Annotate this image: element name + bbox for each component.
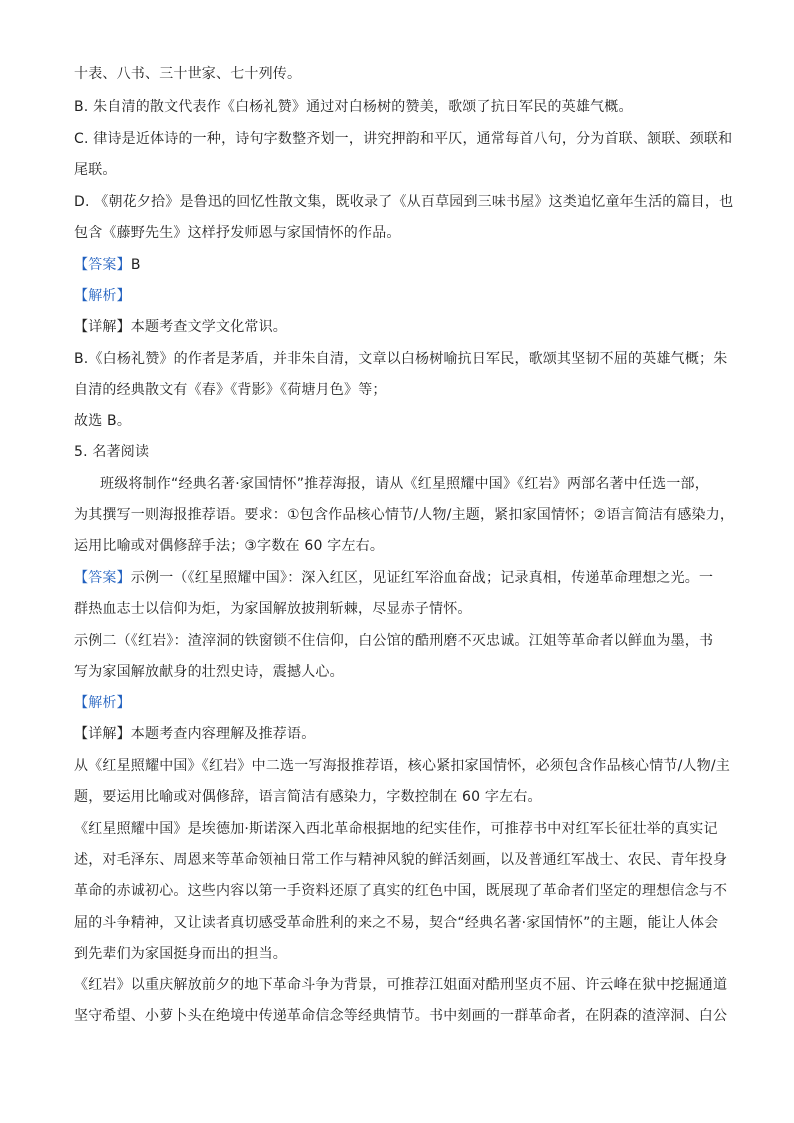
- option-c: C. 律诗是近体诗的一种，诗句字数整齐划一，讲究押韵和平仄，通常每首八句，分为首联、颔联、颈联和: [74, 131, 733, 147]
- text-line: 故选 B。: [74, 413, 132, 429]
- text-line: 《红星照耀中国》是埃德加·斯诺深入西北革命根据地的纪实佳作，可推荐书中对红军长征壮举的真实记: [74, 821, 718, 837]
- answer-example-one: 示例一（《红星照耀中国》：深入红区，见证红军浴血奋战；记录真相，传递革命理想之光。一: [130, 570, 714, 586]
- text-line: 尾联。: [74, 162, 117, 178]
- text-line: 群热血志士以信仰为炬，为家国解放披荆斩棘，尽显赤子情怀。: [74, 601, 472, 617]
- answer-tag: 【答案】: [74, 570, 131, 586]
- text-line: 题，要运用比喻或对偶修辞，语言简洁有感染力，字数控制在 60 字左右。: [74, 789, 542, 805]
- analysis-tag: 【解析】: [74, 695, 131, 711]
- analysis-line-q5: [74, 693, 734, 713]
- question-stem: 班级将制作“经典名著·家国情怀”推荐海报，请从《红星照耀中国》《红岩》两部名著中任选一部，: [100, 476, 709, 492]
- text-line: 到先辈们为家国挺身而出的担当。: [74, 946, 287, 962]
- text-line: 《红岩》以重庆解放前夕的地下革命斗争为背景，可推荐江姐面对酷刑坚贞不屈、许云峰在狱中挖掘通道: [74, 977, 728, 993]
- text-line: 十表、八书、三十世家、七十列传。: [74, 66, 302, 82]
- text-line: 屈的斗争精神，又让读者真切感受革命胜利的来之不易，契合“经典名著·家国情怀”的主题，能让人体会: [74, 915, 719, 931]
- text-line: 运用比喻或对偶修辞手法；③字数在 60 字左右。: [74, 538, 385, 554]
- text-line: 包含《藤野先生》这样抒发师恩与家国情怀的作品。: [74, 225, 401, 241]
- option-b: B. 朱自清的散文代表作《白杨礼赞》通过对白杨树的赞美，歌颂了抗日军民的英雄气概。: [74, 99, 633, 115]
- option-d: D. 《朝花夕拾》是鲁迅的回忆性散文集，既收录了《从百草园到三味书屋》这类追忆童年生活的篇目，也: [74, 194, 734, 210]
- text-line: 革命的赤诚初心。这些内容以第一手资料还原了真实的红色中国，既展现了革命者们坚定的理想信念与不: [74, 883, 728, 899]
- answer-tag: 【答案】: [74, 257, 131, 273]
- answer-example-two: 示例二（《红岩》：渣滓洞的铁窗锁不住信仰，白公馆的酷刑磨不灭忠诚。江姐等革命者以鲜血为墨，书: [74, 633, 714, 649]
- text-line: 为其撰写一则海报推荐语。要求：①包含作品核心情节/人物/主题，紧扣家国情怀；②语言简洁有感染力，: [74, 507, 735, 523]
- text-line: 从《红星照耀中国》《红岩》中二选一写海报推荐语，核心紧扣家国情怀，必须包含作品核心情节/人物/主: [74, 758, 731, 774]
- answer-line-q4: [74, 255, 734, 275]
- text-line: 坚守希望、小萝卜头在绝境中传递革命信念等经典情节。书中刻画的一群革命者，在阴森的渣滓洞、白公: [74, 1008, 728, 1024]
- analysis-tag: 【解析】: [74, 288, 131, 304]
- text-line: B.《白杨礼赞》的作者是茅盾，并非朱自清，文章以白杨树喻抗日军民，歌颂其坚韧不屈的英雄气概；朱: [74, 351, 728, 367]
- analysis-line-q4: [74, 286, 734, 306]
- text-line: 述，对毛泽东、周恩来等革命领袖日常工作与精神风貌的鲜活刻画，以及普通红军战士、农民、青年投身: [74, 852, 728, 868]
- text-line: 自清的经典散文有《春》《背影》《荷塘月色》等；: [74, 382, 387, 398]
- detail-heading: 【详解】本题考查文学文化常识。: [74, 319, 287, 335]
- question-title: 5. 名著阅读: [74, 444, 150, 460]
- answer-line-q5: [74, 568, 734, 588]
- text-line: 写为家国解放献身的壮烈史诗，震撼人心。: [74, 664, 344, 680]
- answer-value: B: [130, 257, 141, 273]
- detail-heading: 【详解】本题考查内容理解及推荐语。: [74, 726, 316, 742]
